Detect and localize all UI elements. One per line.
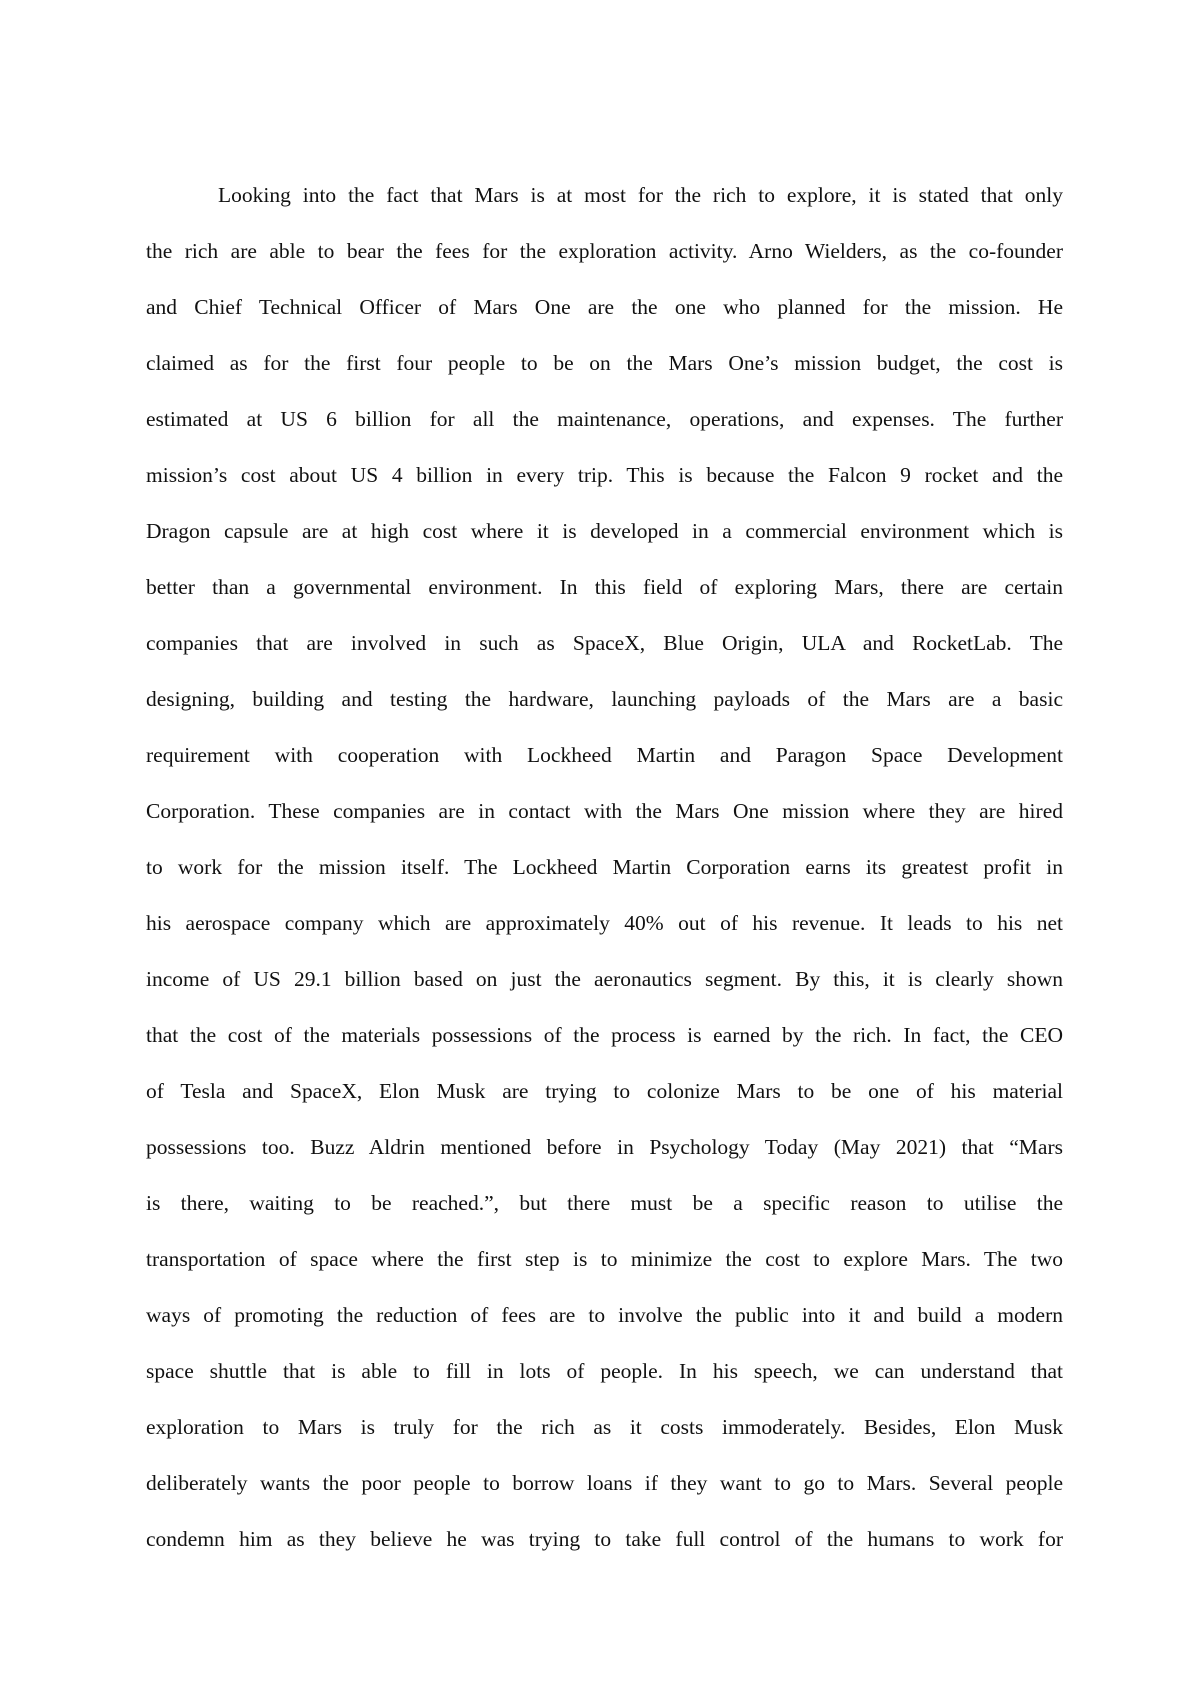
paragraph-line: Dragon capsule are at high cost where it is developed in a commercial environment which is (146, 519, 1063, 543)
paragraph-line: transportation of space where the first step is to minimize the cost to explore Mars. The two (146, 1247, 1063, 1271)
paragraph-line: claimed as for the first four people to be on the Mars One’s mission budget, the cost is (146, 351, 1063, 375)
paragraph-line: condemn him as they believe he was trying to take full control of the humans to work for (146, 1527, 1063, 1551)
paragraph-line: is there, waiting to be reached.”, but there must be a specific reason to utilise the (146, 1191, 1063, 1215)
paragraph-line: to work for the mission itself. The Lockheed Martin Corporation earns its greatest profit in (146, 855, 1063, 879)
paragraph-line: mission’s cost about US 4 billion in every trip. This is because the Falcon 9 rocket and the (146, 463, 1063, 487)
paragraph-line: Looking into the fact that Mars is at most for the rich to explore, it is stated that only (218, 183, 1063, 207)
paragraph-line: designing, building and testing the hardware, launching payloads of the Mars are a basic (146, 687, 1063, 711)
paragraph-line: deliberately wants the poor people to borrow loans if they want to go to Mars. Several people (146, 1471, 1063, 1495)
paragraph-line: ways of promoting the reduction of fees are to involve the public into it and build a modern (146, 1303, 1063, 1327)
paragraph-line: possessions too. Buzz Aldrin mentioned before in Psychology Today (May 2021) that “Mars (146, 1135, 1063, 1159)
paragraph-line: exploration to Mars is truly for the rich as it costs immoderately. Besides, Elon Musk (146, 1415, 1063, 1439)
paragraph-line: Corporation. These companies are in contact with the Mars One mission where they are hired (146, 799, 1063, 823)
paragraph-line: requirement with cooperation with Lockheed Martin and Paragon Space Development (146, 743, 1063, 767)
paragraph-line: the rich are able to bear the fees for the exploration activity. Arno Wielders, as the co-founder (146, 239, 1063, 263)
paragraph-line: that the cost of the materials possessions of the process is earned by the rich. In fact, the CEO (146, 1023, 1063, 1047)
paragraph-line: income of US 29.1 billion based on just the aeronautics segment. By this, it is clearly shown (146, 967, 1063, 991)
paragraph-line: of Tesla and SpaceX, Elon Musk are trying to colonize Mars to be one of his material (146, 1079, 1063, 1103)
paragraph-line: and Chief Technical Officer of Mars One are the one who planned for the mission. He (146, 295, 1063, 319)
paragraph-line: his aerospace company which are approximately 40% out of his revenue. It leads to his net (146, 911, 1063, 935)
paragraph-line: space shuttle that is able to fill in lots of people. In his speech, we can understand that (146, 1359, 1063, 1383)
paragraph-line: estimated at US 6 billion for all the maintenance, operations, and expenses. The further (146, 407, 1063, 431)
paragraph-line: companies that are involved in such as SpaceX, Blue Origin, ULA and RocketLab. The (146, 631, 1063, 655)
paragraph-line: better than a governmental environment. In this field of exploring Mars, there are certain (146, 575, 1063, 599)
body-paragraph (146, 167, 1063, 1567)
